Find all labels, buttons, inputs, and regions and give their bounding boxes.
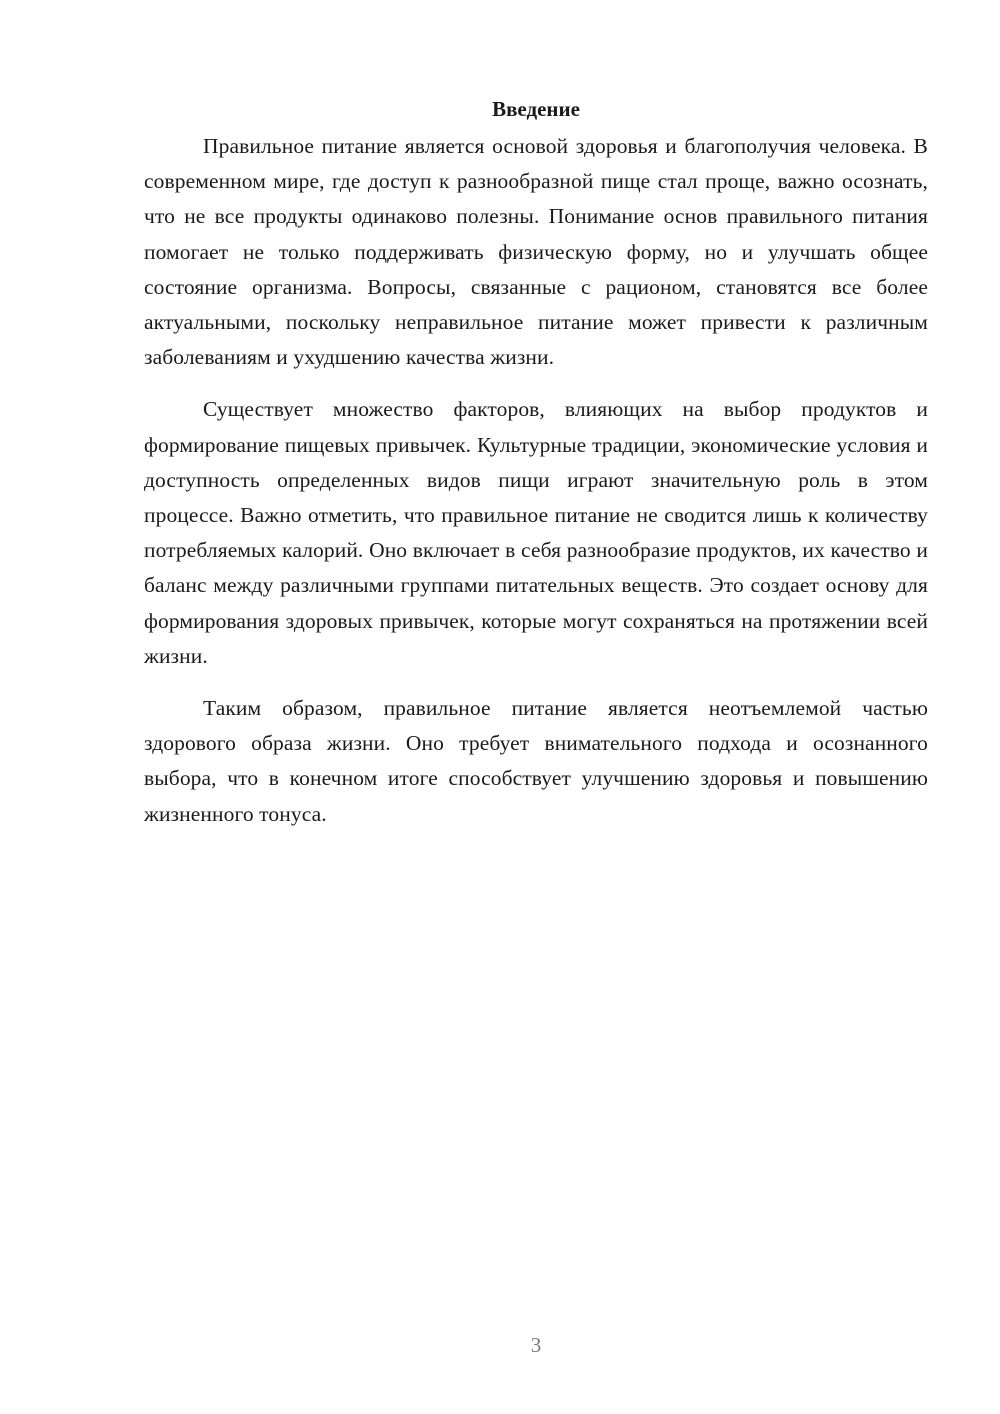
page-number: 3 <box>530 1333 542 1357</box>
paragraph-2: Существует множество факторов, влияющих на выбор продуктов и формирование пищевых привычек. Культурные традиции, экономические условия и доступность определенных видов пищи играют значительную роль в этом процессе. Важно отметить, что правильное питание не сводится лишь к количеству потребляемых калорий. Оно включает в себя разнообразие продуктов, их качество и баланс между различными группами питательных веществ. Это создает основу для формирования здоровых привычек, которые могут сохраняться на протяжении всей жизни. <box>144 397 928 668</box>
paragraph-3: Таким образом, правильное питание является неотъемлемой частью здорового образа жизни. Оно требует внимательного подхода и осознанного выбора, что в конечном итоге способствует улучшению здоровья и повышению жизненного тонуса. <box>144 696 928 826</box>
section-heading: Введение <box>492 97 580 121</box>
page-content <box>144 92 928 849</box>
paragraph-1: Правильное питание является основой здоровья и благополучия человека. В современном мире, где доступ к разнообразной пище стал проще, важно осознать, что не все продукты одинаково полезны. Понимание основ правильного питания помогает не только поддерживать физическую форму, но и улучшать общее состояние организма. Вопросы, связанные с рационом, становятся все более актуальными, поскольку неправильное питание может привести к различным заболеваниям и ухудшению качества жизни. <box>144 134 928 370</box>
